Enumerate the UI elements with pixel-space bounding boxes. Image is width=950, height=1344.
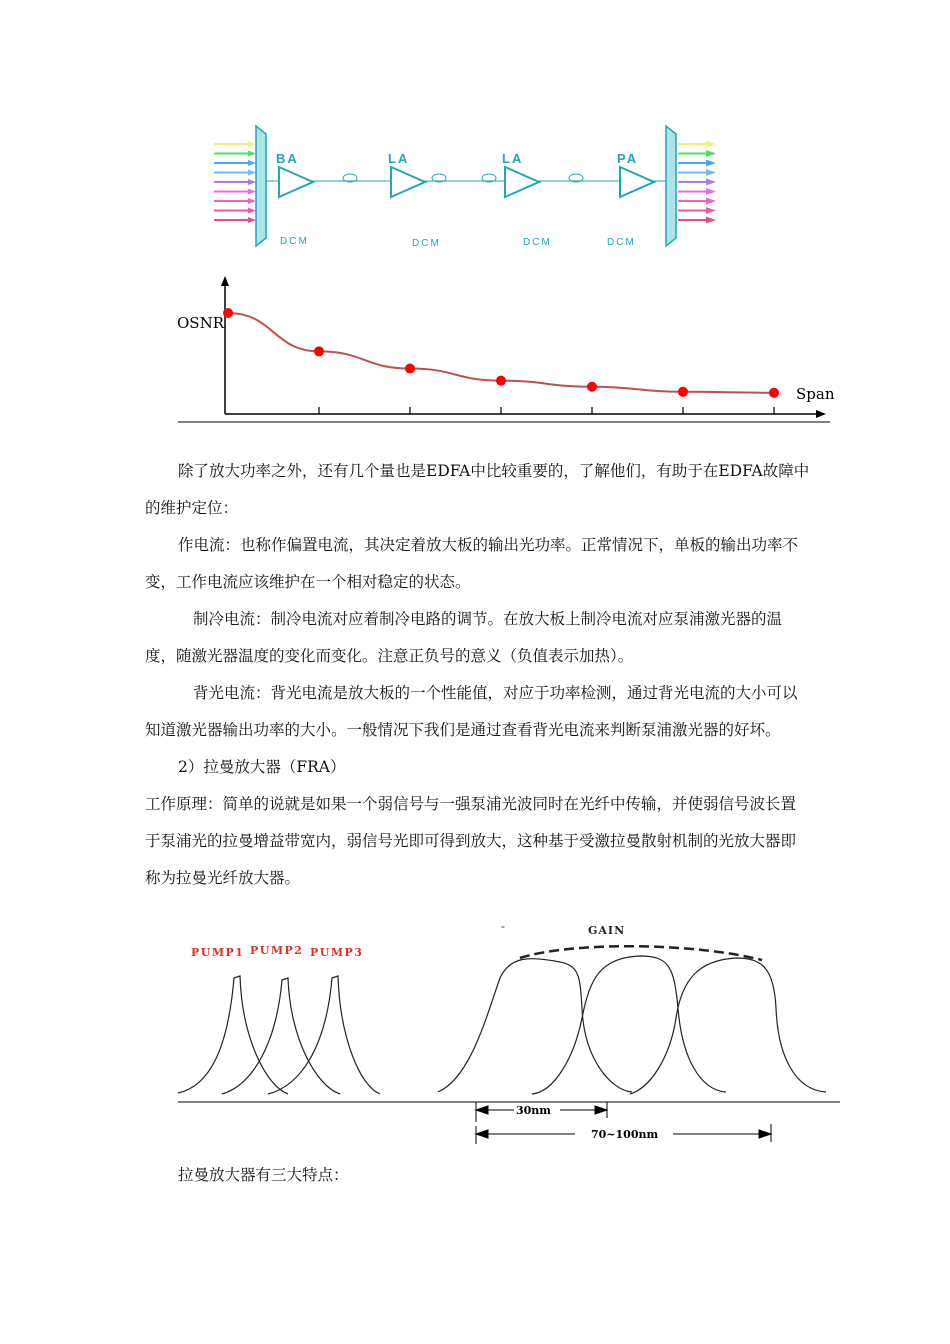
osnr-data-point (587, 382, 597, 392)
input-channel-arrowhead (248, 160, 256, 166)
bandwidth-70-100nm: 70~100nm (591, 1128, 659, 1141)
paragraph-backlight-current: 背光电流：背光电流是放大板的一个性能值，对应于功率检测，通过背光电流的大小可以知道激光器输出功率的大小。一般情况下我们是通过查看背光电流来判断泵浦激光器的好坏。 (145, 684, 798, 739)
pump-label-2: PUMP2 (250, 944, 304, 957)
amp-label-pa: PA (617, 151, 639, 166)
dcm-label: DCM (280, 236, 309, 247)
input-channel-arrowhead (248, 198, 256, 204)
output-channel-arrowhead (706, 217, 716, 224)
dcm-label: DCM (607, 237, 636, 248)
osnr-data-point (314, 346, 324, 356)
paragraph-fra-principle: 工作原理：简单的说就是如果一个弱信号与一强泵浦光波同时在光纤中传输，并使弱信号波长置于泵浦光的拉曼增益带宽内，弱信号光即可得到放大，这种基于受激拉曼散射机制的光放大器即称为拉曼光纤放大器。 (145, 795, 797, 887)
osnr-data-point (769, 388, 779, 398)
output-channel-arrowhead (706, 207, 716, 214)
amplifier-ba (276, 151, 313, 197)
osnr-data-point (496, 376, 506, 386)
pump-curve-2 (222, 978, 340, 1094)
input-channels (214, 141, 256, 223)
output-channel-arrowhead (706, 169, 716, 176)
paragraph-block-2 (145, 1157, 810, 1194)
input-channel-arrowhead (248, 189, 256, 195)
osnr-data-point (223, 308, 233, 318)
figure-dash: - (501, 919, 505, 933)
x-axis-label: Span (796, 385, 835, 403)
gain-curves (438, 946, 826, 1094)
section-heading-fra: 2）拉曼放大器（FRA） (178, 758, 346, 776)
input-channel-arrowhead (248, 217, 256, 223)
output-channel-arrowhead (706, 141, 716, 148)
output-channel-arrowhead (706, 160, 716, 167)
gain-lobe-2 (532, 956, 726, 1094)
x-axis-arrow (816, 410, 826, 418)
osnr-data-point (405, 364, 415, 374)
demux-right (666, 126, 676, 246)
gain-lobe-3 (630, 958, 826, 1094)
gain-label: GAIN (588, 924, 626, 937)
output-channel-arrowhead (706, 150, 716, 157)
osnr-chart (170, 270, 850, 430)
amplifier-la-2 (502, 151, 539, 197)
output-channel-arrowhead (706, 188, 716, 195)
amp-label-la-2: LA (502, 151, 524, 166)
paragraph-work-current: 作电流：也称作偏置电流，其决定着放大板的输出光功率。正常情况下，单板的输出功率不变，工作电流应该维护在一个相对稳定的状态。 (145, 536, 799, 591)
output-channels (678, 141, 716, 224)
gain-envelope (520, 946, 762, 960)
input-channel-arrowhead (248, 208, 256, 214)
y-axis-label: OSNR (177, 314, 224, 332)
pump-label-1: PUMP1 (191, 946, 245, 959)
gain-lobe-1 (438, 959, 632, 1092)
pump-label-3: PUMP3 (310, 946, 364, 959)
amplifier-la-1 (388, 151, 425, 197)
dcm-label: DCM (523, 237, 552, 248)
bandwidth-30nm: 30nm (516, 1104, 551, 1117)
input-channel-arrowhead (248, 179, 256, 185)
dcm-label: DCM (412, 238, 441, 249)
amplifier-chain-diagram (200, 118, 740, 253)
pump-curve-3 (268, 976, 380, 1094)
output-channel-arrowhead (706, 198, 716, 205)
paragraph-cooling-current: 制冷电流：制冷电流对应着制冷电路的调节。在放大板上制冷电流对应泵浦激光器的温度，随激光器温度的变化而变化。注意正负号的意义（负值表示加热）。 (145, 610, 783, 665)
paragraph-raman-features: 拉曼放大器有三大特点： (178, 1166, 349, 1184)
amp-label-la-1: LA (388, 151, 410, 166)
pump-curves (178, 976, 380, 1094)
amp-label-ba: BA (276, 151, 299, 166)
output-channel-arrowhead (706, 179, 716, 186)
paragraph-block-1 (145, 453, 810, 897)
paragraph-edfa-intro: 除了放大功率之外，还有几个量也是EDFA中比较重要的，了解他们，有助于在EDFA故障中的维护定位： (145, 462, 810, 517)
osnr-data-point (678, 387, 688, 397)
input-channel-arrowhead (248, 141, 256, 147)
input-channel-arrowhead (248, 151, 256, 157)
y-axis-arrow (221, 276, 229, 286)
input-channel-arrowhead (248, 170, 256, 176)
raman-gain-figure (170, 918, 850, 1148)
mux-left (256, 126, 266, 246)
amplifier-pa (617, 151, 654, 197)
